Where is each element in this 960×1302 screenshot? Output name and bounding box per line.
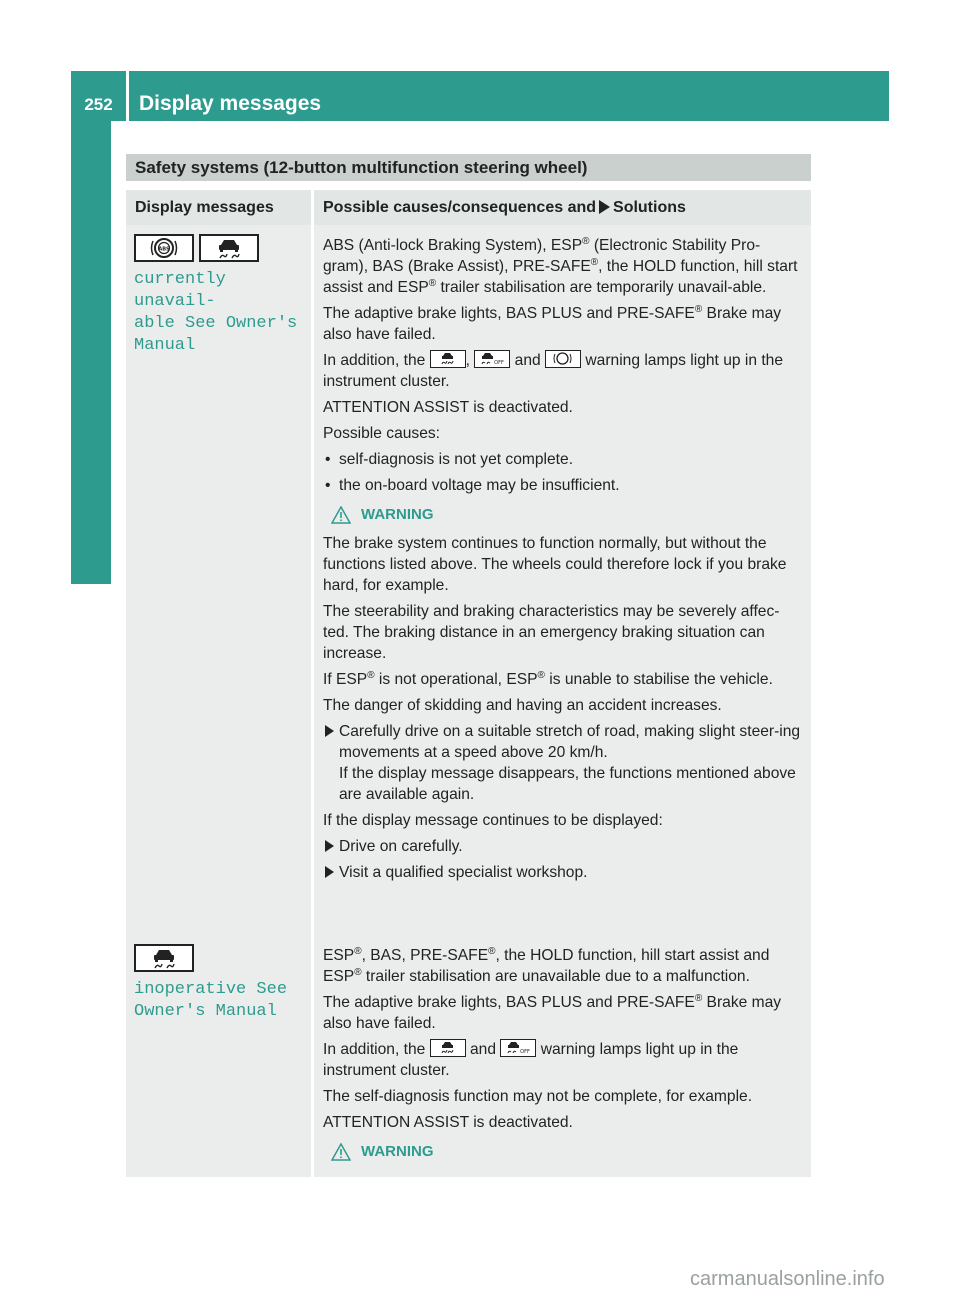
paragraph: ATTENTION ASSIST is deactivated. — [323, 399, 573, 416]
esp-skid-icon — [430, 1039, 466, 1057]
instruction-step: Carefully drive on a suitable stretch of road, making slight steer-ing movements at a speed above 20 km/h. If the display message disappears, the functions mentioned above are available again. — [323, 721, 805, 805]
esp-skid-icon — [199, 234, 259, 262]
warning-heading: WARNING — [331, 1141, 805, 1162]
svg-text:OFF: OFF — [494, 360, 505, 366]
paragraph: The danger of skidding and having an accident increases. — [323, 697, 722, 714]
paragraph: If the display message continues to be displayed: — [323, 812, 663, 829]
paragraph: Possible causes: — [323, 425, 441, 442]
section-title: Display messages — [139, 92, 322, 115]
paragraph: ABS (Anti-lock Braking System), ESP® (Electronic Stability Pro-gram), BAS (Brake Assist), PRE-SAFE®, the HOLD function, hill start assist and ESP® trailer stabilisation are temporarily unavail-able. — [323, 235, 798, 296]
paragraph: The adaptive brake lights, BAS PLUS and PRE-SAFE® Brake may also have failed. — [323, 992, 782, 1032]
causes-solutions-cell — [314, 935, 811, 1177]
paragraph: The adaptive brake lights, BAS PLUS and PRE-SAFE® Brake may also have failed. — [323, 303, 782, 343]
col-header-display-messages: Display messages — [126, 190, 311, 225]
warning-heading: WARNING — [331, 504, 805, 525]
paragraph: The brake system continues to function normally, but without the functions listed above. The wheels could therefore lock if you brake hard, for example. — [323, 535, 787, 594]
esp-skid-icon — [134, 944, 194, 972]
abs-icon — [134, 234, 194, 262]
header-divider — [126, 71, 129, 121]
page-header — [71, 71, 889, 121]
warning-triangle-icon — [331, 1143, 351, 1161]
paragraph: ATTENTION ASSIST is deactivated. — [323, 1114, 573, 1131]
table-header-row — [126, 190, 811, 225]
display-message-cell — [126, 225, 311, 935]
display-message-text: inoperative See Owner's Manual — [134, 980, 288, 1021]
paragraph: The self-diagnosis function may not be complete, for example. — [323, 1088, 753, 1105]
table-title: Safety systems (12-button multifunction steering wheel) — [126, 154, 811, 181]
esp-off-icon — [500, 1039, 536, 1057]
arrow-icon — [599, 200, 610, 214]
paragraph: In addition, the and OFF warning lamps light up in the instrument cluster. — [323, 1041, 739, 1079]
instruction-step: Visit a qualified specialist workshop. — [323, 862, 805, 883]
abs-icon — [545, 350, 581, 368]
paragraph: If ESP® is not operational, ESP® is unable to stabilise the vehicle. — [323, 669, 773, 688]
table-row — [126, 225, 811, 935]
table-row — [126, 935, 811, 1177]
list-item: • self-diagnosis is not yet complete. — [325, 451, 574, 468]
watermark: carmanualsonline.info — [690, 1268, 885, 1290]
svg-text:OFF: OFF — [520, 1049, 531, 1055]
list-item: • the on-board voltage may be insufficient. — [325, 477, 620, 494]
causes-solutions-cell — [314, 225, 811, 935]
page-number: 252 — [84, 95, 113, 114]
display-message-text: currently unavail‐ able See Owner's Manual — [134, 270, 298, 355]
display-message-cell — [126, 935, 311, 1177]
svg-text:ABS: ABS — [158, 246, 170, 253]
paragraph: In addition, the , OFF and warning lamps light up in the instrument cluster. — [323, 352, 784, 390]
warning-triangle-icon — [331, 506, 351, 524]
paragraph: ESP®, BAS, PRE-SAFE®, the HOLD function, hill start assist and ESP® trailer stabilisation are unavailable due to a malfunction. — [323, 945, 770, 985]
paragraph: The steerability and braking characteristics may be severely affec-ted. The braking distance in an emergency braking situation can increase. — [323, 603, 780, 662]
esp-off-icon — [474, 350, 510, 368]
col-header-causes-solutions: Possible causes/consequences and Solutions — [314, 190, 811, 225]
esp-skid-icon — [430, 350, 466, 368]
instruction-step: Drive on carefully. — [323, 836, 805, 857]
